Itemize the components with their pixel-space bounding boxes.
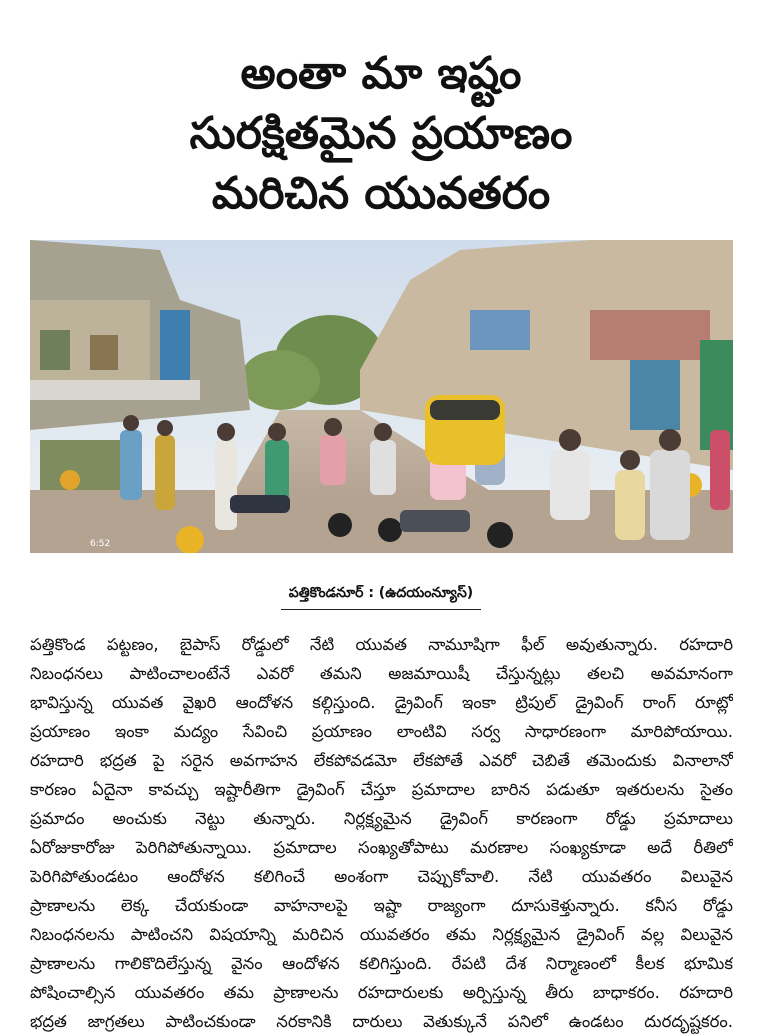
article-line: ప్రాణాలను గాలికొదిలేస్తున్న వైనం ఆందోళన కలిగిస్తుంది. రేపటి దేశ నిర్మాణంలో కీలక భూమిక — [30, 954, 733, 973]
street-photo — [30, 240, 733, 553]
article-line: కారణం ఏదైనా కావచ్చు ఇష్టారీతిగా డ్రైవింగ్ చేస్తూ ప్రమాదాల బారిన పడుతూ ఇతరులను సైతం — [30, 780, 733, 799]
stall-goods — [40, 440, 130, 490]
headline-line-1: అంతా మా ఇష్టం — [240, 48, 522, 99]
headline-line-2: సురక్షితమైన ప్రయాణం — [189, 108, 573, 159]
left-window — [90, 335, 118, 370]
stall-canopy — [30, 380, 200, 400]
article-line: నిబంధనలను పాటించని విషయాన్ని మరిచిన యువతరం తమ నిర్లక్ష్యమైన డ్రైవింగ్ వల్ల విలువైన — [30, 925, 733, 944]
article-line: ప్రాణాలను లెక్క చేయకుండా వాహనాలపై ఇష్టా రాజ్యంగా దూసుకెళ్తున్నారు. కనీస రోడ్డు — [30, 896, 733, 915]
dateline — [0, 582, 762, 610]
headline — [0, 44, 762, 224]
article-line: భద్రత జాగ్రతలు పాటించకుండా నరకానికి దారులు వెతుక్కునే పనిలో ఉండటం దురదృష్టకరం. — [30, 1012, 733, 1031]
article-line: పత్తికొండ పట్టణం, బైపాస్ రోడ్డులో నేటి యువత నామూషిగా ఫీల్ అవుతున్నారు. రహదారి — [30, 635, 733, 654]
tree — [240, 350, 320, 410]
headline-line-3: మరిచిన యువతరం — [211, 168, 551, 219]
article-line: ఏరోజుకారోజు పెరిగిపోతున్నాయి. ప్రమాదాల సంఖ్యతోపాటు మరణాల సంఖ్యకూడా అదే రీతిలో — [30, 838, 733, 857]
street-scene-illustration — [30, 240, 733, 553]
left-blue-wall — [160, 310, 190, 390]
article-line: పెరిగిపోతుండటం ఆందోళన కలిగించే అంశంగా చెప్పుకోవాలి. నేటి యువతరం విలువైన — [30, 867, 733, 886]
article-line: ప్రమాదం అంచుకు నెట్టు తున్నారు. నిర్లక్ష్యమైన డ్రైవింగ్ కారణంగా రోడ్డు ప్రమాదాలు — [30, 809, 733, 828]
article-line: ప్రయాణం ఇంకా మద్యం సేవించి ప్రయాణం లాంటివి సర్వ సాధారణంగా మారిపోయాయి. — [30, 722, 733, 741]
article-body — [30, 630, 733, 1036]
dateline-text: పత్తికొండనూర్ : (ఉదయంన్యూస్) — [281, 582, 481, 610]
right-awning — [590, 310, 710, 360]
auto-rickshaw-roof — [430, 400, 500, 420]
marigolds — [60, 470, 80, 490]
article-line: రహదారి భద్రత పై సరైన అవగాహన లేకపోవడమో లేకపోతే ఎవరో చెబితే తమెందుకు వినాలానో — [30, 751, 733, 770]
article-line: నిబంధనలు పాటించాలంటేనే ఎవరో తమని అజమాయిషీ చేస్తున్నట్లు తలచి అవమానంగా — [30, 664, 733, 683]
left-window — [40, 330, 70, 370]
article-line: పోషించాల్సిన యువతరం తమ ప్రాణాలను రహదారులకు అర్పిస్తున్న తీరు బాధాకరం. రహదారి — [30, 983, 733, 1002]
article-line: భావిస్తున్న యువత వైఖరి ఆందోళన కల్గిస్తుంది. డ్రైవింగ్ ఇంకా ట్రిపుల్ డ్రైవింగ్ రాంగ్ రూట్లో — [30, 693, 733, 712]
right-door — [630, 360, 680, 430]
right-blue-sign — [470, 310, 530, 350]
marigolds — [176, 526, 204, 553]
photo-timestamp: 6:52 — [90, 539, 111, 549]
